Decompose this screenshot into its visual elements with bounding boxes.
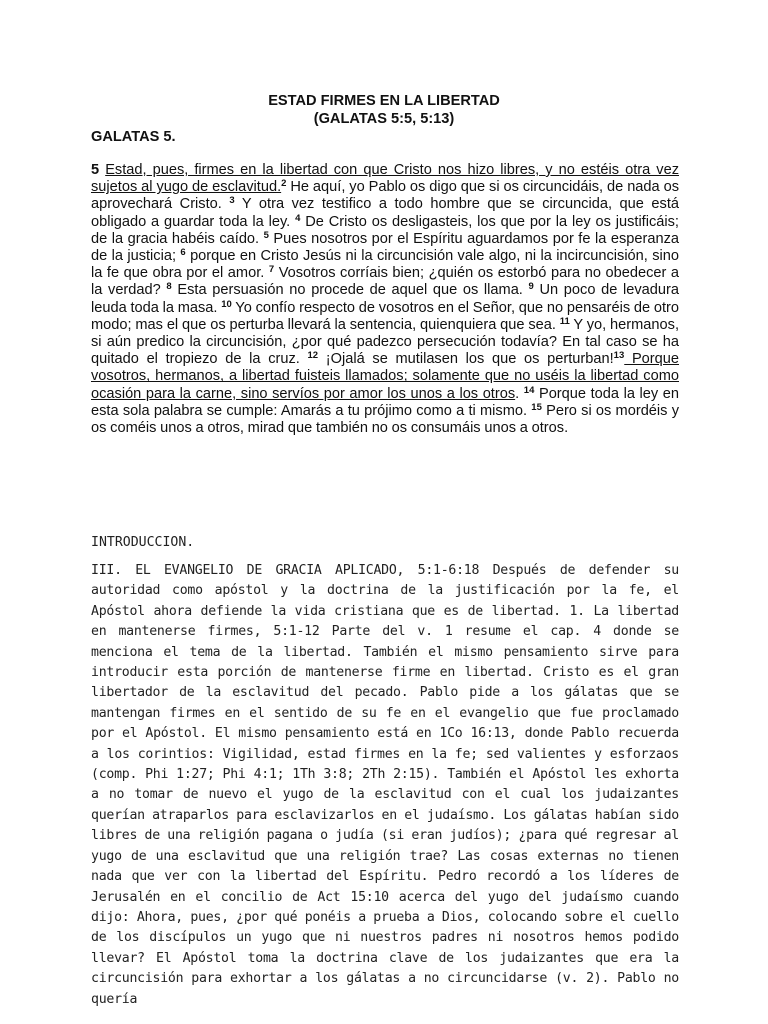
verse-text: Pues nosotros por el Espíritu aguardamos por fe la esperanza de la justicia;	[91, 230, 679, 265]
verse-text: Y otra vez testifico a todo hombre que se circuncida, que está obligado a guardar toda la ley.	[91, 196, 679, 230]
verse-text: .	[515, 385, 524, 402]
verse-text: Esta persuasión no procede de aquel que os llama.	[171, 282, 529, 299]
verse-number: 9	[528, 281, 534, 293]
verse-number: 14	[523, 384, 535, 396]
intro-body: III. EL EVANGELIO DE GRACIA APLICADO, 5:1-6:18 Después de defender su autoridad como apóstol y la doctrina de la justificación por la fe, el Apóstol ahora defiende la vida cristiana que es de libertad. 1. La libertad en mantenerse firmes, 5:1-12 Parte del v. 1 resume el cap. 4 donde se menciona el tema de la libertad. También el mismo pensamiento sirve para introducir esta porción de mantenerse firme en libertad. Cristo es el gran libertador de la esclavitud del pecado. Pablo pide a los gálatas que se mantengan firmes en el sentido de su fe en el evangelio que fue proclamado por el Apóstol. El mismo pensamiento está en 1Co 16:13, donde Pablo recuerda a los corintios: Vigilidad, estad firmes en la fe; sed valientes y esforzaos (comp. Phi 1:27; Phi 4:1; 1Th 3:8; 2Th 2:15). También el Apóstol les exhorta a no tomar de nuevo el yugo de la esclavitud con el cual los judaizantes querían atraparlos para esclavizarlos en el judaísmo. Los gálatas habían sido libres de una religión pagana o judía (si eran judíos); ¿para qué regresar al yugo de una esclavitud que una religión trae? Las cosas externas no tienen nada que ver con la libertad del Espíritu. Pedro recordó a los líderes de Jerusalén en el concilio de Act 15:10 acerca del yugo del judaísmo cuando dijo: Ahora, pues, ¿por qué ponéis a prueba a Dios, colocando sobre el cuello de los discípulos un yugo que ni nuestros padres ni nosotros hemos podido llevar? El Apóstol toma la doctrina clave de los judaizantes que era la circuncisión para exhortar a los gálatas a no circuncidarse (v. 2). Pablo no quería	[91, 563, 679, 1007]
verse-number: 13	[613, 350, 625, 362]
underlined-verse-text: Porque vosotros, hermanos, a libertad fuisteis llamados; solamente que no uséis la libertad como ocasión para la carne, sino servíos por amor los unos a los otros	[91, 351, 679, 402]
verse-number: 3	[229, 195, 235, 207]
title-line-2: (GALATAS 5:5, 5:13)	[313, 111, 455, 127]
verse-number: 15	[531, 401, 542, 413]
verse-text: Un poco de levadura leuda toda la masa.	[91, 282, 679, 316]
verse-number: 4	[295, 212, 301, 224]
verse-text: Yo confío respecto de vosotros en el Señor, que no pensaréis de otro modo; mas el que os perturba llevará la sentencia, quienquiera que sea.	[91, 299, 680, 333]
verse-text: Pero si os mordéis y os coméis unos a otros, mirad que también no os consumáis unos a otros.	[91, 402, 679, 437]
verse-number: 6	[180, 247, 186, 259]
verse-text: ¡Ojalá se mutilasen los que os perturban!	[318, 351, 614, 368]
title-line-1: ESTAD FIRMES EN LA LIBERTAD	[268, 93, 500, 109]
verse-number: 7	[268, 264, 275, 276]
verse-number: 10	[221, 298, 232, 310]
verse-text: He aquí, yo Pablo os digo que si os circuncidáis, de nada os aprovechará Cristo.	[91, 179, 679, 213]
verse-number: 5	[263, 229, 269, 241]
verse-text: Vosotros corríais bien; ¿quién os estorbó para no obedecer a la verdad?	[91, 265, 679, 299]
verse-text: Y yo, hermanos, si aún predico la circuncisión, ¿por qué padezco persecución todavía? En tal caso se ha quitado el tropiezo de la cruz.	[91, 316, 679, 368]
verse-number: 5	[91, 162, 100, 178]
underlined-verse-text: Estad, pues, firmes en la libertad con que Cristo nos hizo libres, y no estéis otra vez sujetos al yugo de esclavitud.	[91, 162, 679, 196]
book-heading: GALATAS 5.	[91, 129, 176, 145]
document-title	[0, 92, 768, 128]
scripture-passage	[91, 162, 679, 437]
verse-text: Porque toda la ley en esta sola palabra se cumple: Amarás a tu prójimo como a ti mismo.	[91, 385, 680, 419]
intro-heading: INTRODUCCION.	[91, 535, 195, 550]
verse-number: 8	[166, 281, 172, 293]
verse-number: 12	[307, 350, 319, 362]
verse-number: 2	[281, 178, 287, 190]
verse-text: De Cristo os desligasteis, los que por la ley os justificáis; de la gracia habéis caído.	[91, 213, 679, 247]
verse-text: porque en Cristo Jesús ni la circuncisión vale algo, ni la incircuncisión, sino la fe que obra por el amor.	[91, 248, 679, 282]
verse-number: 11	[559, 315, 570, 327]
